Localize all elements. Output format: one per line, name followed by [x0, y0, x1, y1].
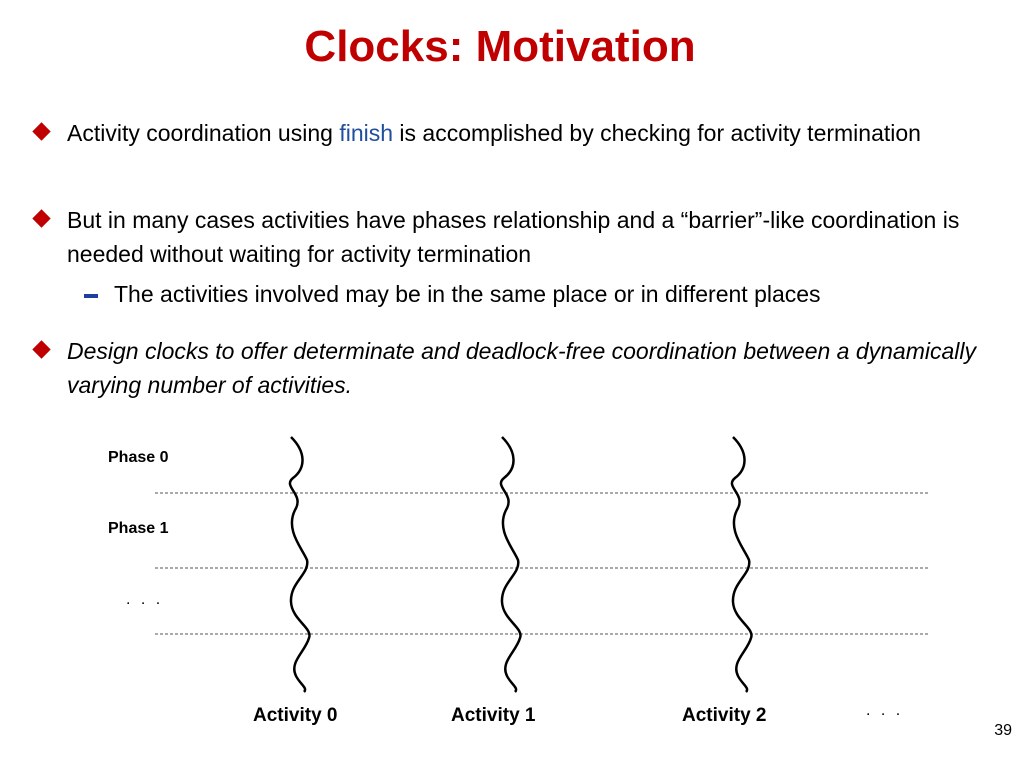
finish-keyword: finish: [339, 120, 394, 146]
bullet-text: Design clocks to offer determinate and deadlock-free coordination between a dynamically varying number of activities.: [67, 338, 977, 398]
activity-0-wavy-line: [290, 437, 310, 692]
activity-1-label: Activity 1: [451, 705, 536, 726]
slide-title: Clocks: Motivation: [304, 22, 696, 71]
activity-2-wavy-line: [732, 437, 752, 692]
phase-ellipsis: . . .: [126, 591, 164, 608]
bullet-text-before: Activity coordination using: [67, 120, 340, 146]
page-number: 39: [994, 722, 1012, 739]
phase-0-label: Phase 0: [108, 449, 169, 466]
bullet-text: But in many cases activities have phases relationship and a “barrier”-like coordination is needed without waiting for activity termination: [67, 207, 960, 267]
activity-ellipsis: . . .: [866, 702, 904, 719]
bullet-text-after: is accomplished by checking for activity termination: [393, 120, 921, 146]
subbullet-text: The activities involved may be in the same place or in different places: [114, 281, 821, 307]
activity-2-label: Activity 2: [682, 705, 767, 726]
activity-0-label: Activity 0: [253, 705, 338, 726]
activity-1-wavy-line: [501, 437, 521, 692]
phase-1-label: Phase 1: [108, 520, 169, 537]
